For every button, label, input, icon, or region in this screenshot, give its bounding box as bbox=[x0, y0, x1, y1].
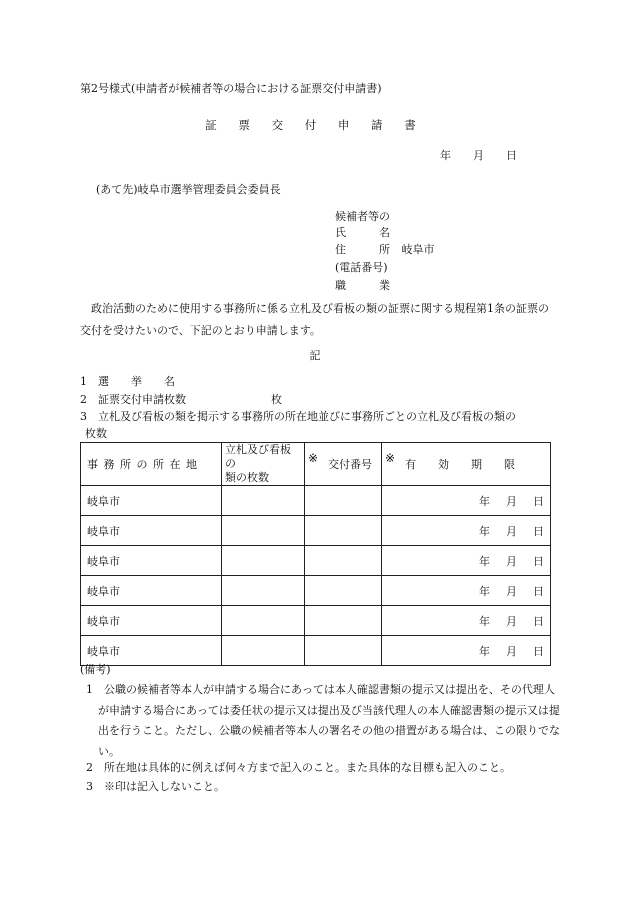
cell-issue-number bbox=[305, 546, 382, 576]
validity-day: 日 bbox=[533, 494, 544, 508]
item-locations-line2: 枚数 bbox=[85, 427, 107, 440]
cell-location: 岐阜市 bbox=[81, 516, 222, 546]
validity-month: 月 bbox=[506, 494, 517, 508]
applicant-phone-label: (電話番号) bbox=[335, 261, 388, 274]
applicant-occupation-label: 職 業 bbox=[335, 279, 390, 292]
applicant-name-label: 氏 名 bbox=[335, 226, 390, 239]
cell-validity-date bbox=[382, 636, 551, 666]
note-1: 1 公職の候補者等本人が申請する場合にあっては本人確認書類の提示又は提出を、その代理人が申請する場合にあっては委任状の提示又は提出及び当該代理人の本人確認書類の提示又は提出を行うこと。ただし、公職の候補者等本人の署名その他の措置がある場合は、この限りでない。 bbox=[86, 683, 560, 758]
header-issue-number-label: 交付番号 bbox=[328, 458, 373, 471]
applicant-heading: 候補者等の bbox=[335, 210, 390, 223]
cell-issue-number bbox=[305, 636, 382, 666]
validity-month: 月 bbox=[506, 524, 517, 538]
cell-location: 岐阜市 bbox=[81, 636, 222, 666]
item-certificate-count bbox=[80, 391, 282, 407]
ki-heading: 記 bbox=[309, 349, 321, 362]
cell-issue-number bbox=[305, 606, 382, 636]
header-issue-number bbox=[305, 443, 382, 486]
item-election-name: 1 選 挙 名 bbox=[80, 375, 175, 388]
validity-month: 月 bbox=[506, 644, 517, 658]
date-year: 年 bbox=[440, 149, 451, 162]
date-month: 月 bbox=[473, 149, 484, 162]
header-validity bbox=[382, 443, 551, 486]
cell-location: 岐阜市 bbox=[81, 486, 222, 516]
form-label: 第2号様式(申請者が候補者等の場合における証票交付申請書) bbox=[80, 82, 382, 95]
validity-month: 月 bbox=[506, 614, 517, 628]
validity-year: 年 bbox=[479, 584, 490, 598]
cell-location: 岐阜市 bbox=[81, 576, 222, 606]
cell-validity-date bbox=[382, 576, 551, 606]
page-title: 証 票 交 付 申 請 書 bbox=[205, 118, 425, 132]
cell-sign-count[interactable] bbox=[222, 546, 305, 576]
note-3: 3 ※印は記入しないこと。 bbox=[86, 780, 225, 793]
item-locations-line1: 3 立札及び看板の類を掲示する事務所の所在地並びに事務所ごとの立札及び看板の類の bbox=[80, 410, 516, 423]
table-row bbox=[81, 486, 551, 516]
applicant-address-label: 住 所 bbox=[335, 243, 390, 256]
table-row bbox=[81, 606, 551, 636]
header-sign-count bbox=[222, 443, 305, 486]
validity-year: 年 bbox=[479, 644, 490, 658]
item-certificate-count-unit: 枚 bbox=[271, 393, 282, 406]
header-sign-count-line2: 類の枚数 bbox=[225, 471, 269, 484]
note-2: 2 所在地は具体的に例えば何々方まで記入のこと。また具体的な目標も記入のこと。 bbox=[86, 761, 511, 774]
validity-month: 月 bbox=[506, 554, 517, 568]
application-date bbox=[440, 147, 517, 163]
validity-day: 日 bbox=[533, 614, 544, 628]
cell-sign-count[interactable] bbox=[222, 606, 305, 636]
table-row bbox=[81, 636, 551, 666]
cell-location: 岐阜市 bbox=[81, 546, 222, 576]
validity-year: 年 bbox=[479, 494, 490, 508]
addressee: (あて先)岐阜市選挙管理委員会委員長 bbox=[96, 183, 281, 196]
table-row bbox=[81, 546, 551, 576]
validity-day: 日 bbox=[533, 554, 544, 568]
cell-location: 岐阜市 bbox=[81, 606, 222, 636]
validity-year: 年 bbox=[479, 554, 490, 568]
validity-day: 日 bbox=[533, 584, 544, 598]
cell-sign-count[interactable] bbox=[222, 516, 305, 546]
applicant-address-value: 岐阜市 bbox=[401, 243, 435, 256]
cell-validity-date bbox=[382, 546, 551, 576]
applicant-address bbox=[335, 241, 435, 257]
cell-sign-count[interactable] bbox=[222, 636, 305, 666]
table-row bbox=[81, 516, 551, 546]
office-location-table bbox=[80, 442, 551, 666]
header-validity-label: 有 効 期 限 bbox=[405, 458, 516, 471]
cell-issue-number bbox=[305, 486, 382, 516]
header-location: 事 務 所 の 所 在 地 bbox=[81, 443, 222, 486]
notes-title: (備考) bbox=[80, 663, 111, 676]
cell-issue-number bbox=[305, 576, 382, 606]
validity-year: 年 bbox=[479, 614, 490, 628]
validity-day: 日 bbox=[533, 644, 544, 658]
header-sign-count-line1: 立札及び看板の bbox=[225, 443, 291, 470]
cell-sign-count[interactable] bbox=[222, 576, 305, 606]
validity-day: 日 bbox=[533, 524, 544, 538]
cell-validity-date bbox=[382, 516, 551, 546]
cell-issue-number bbox=[305, 516, 382, 546]
header-validity-mark: ※ bbox=[385, 451, 396, 465]
header-issue-number-mark: ※ bbox=[308, 451, 319, 465]
cell-validity-date bbox=[382, 606, 551, 636]
validity-year: 年 bbox=[479, 524, 490, 538]
date-day: 日 bbox=[506, 149, 517, 162]
validity-month: 月 bbox=[506, 584, 517, 598]
table-header-row bbox=[81, 443, 551, 486]
application-statement: 政治活動のために使用する事務所に係る立札及び看板の類の証票に関する規程第1条の証票の交付を受けたいので、下記のとおり申請します。 bbox=[80, 302, 549, 337]
item-certificate-count-label: 2 証票交付申請枚数 bbox=[80, 393, 186, 406]
cell-sign-count[interactable] bbox=[222, 486, 305, 516]
table-row bbox=[81, 576, 551, 606]
cell-validity-date bbox=[382, 486, 551, 516]
